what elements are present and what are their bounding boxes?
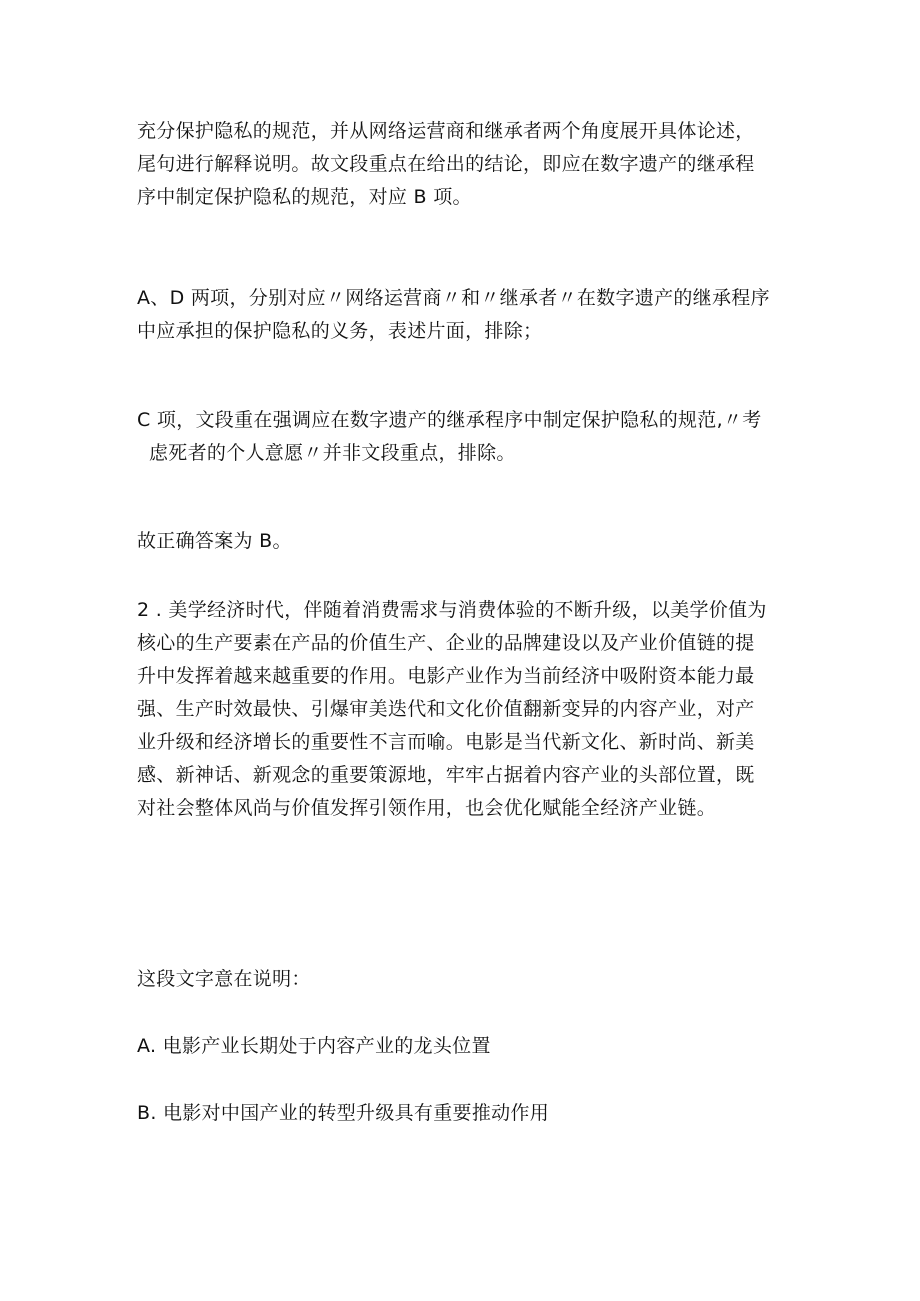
text-line: 虑死者的个人意愿〃并非文段重点，排除。 [149, 442, 516, 464]
text-line: 尾句进行解释说明。故文段重点在给出的结论，即应在数字遗产的继承程 [137, 153, 755, 175]
question-2-stem [137, 594, 787, 825]
text-line: 中应承担的保护隐私的义务，表述片面，排除； [137, 320, 543, 342]
text-line: 充分保护隐私的规范，并从网络运营商和继承者两个角度展开具体论述， [137, 120, 755, 142]
text-line: 核心的生产要素在产品的价值生产、企业的品牌建设以及产业价值链的提 [137, 632, 755, 654]
text-line: 故正确答案为 B。 [137, 530, 292, 552]
option-b [137, 1097, 787, 1130]
text-line: 这段文字意在说明： [137, 968, 311, 990]
text-line: 序中制定保护隐私的规范，对应 B 项。 [137, 186, 472, 208]
analysis-paragraph-2 [137, 282, 787, 348]
text-line: 2 . 美学经济时代，伴随着消费需求与消费体验的不断升级，以美学价值为 [137, 599, 767, 621]
text-line: B. 电影对中国产业的转型升级具有重要推动作用 [137, 1102, 550, 1124]
text-line: A. 电影产业长期处于内容产业的龙头位置 [137, 1035, 491, 1057]
option-a [137, 1030, 787, 1063]
question-prompt [137, 963, 787, 996]
answer-line [137, 525, 787, 558]
text-line: 对社会整体风尚与价值发挥引领作用，也会优化赋能全经济产业链。 [137, 797, 717, 819]
analysis-paragraph-1 [137, 115, 787, 214]
text-line: C 项，文段重在强调应在数字遗产的继承程序中制定保护隐私的规范,〃考 [137, 409, 762, 431]
text-line: 升中发挥着越来越重要的作用。电影产业作为当前经济中吸附资本能力最 [137, 665, 755, 687]
text-line: 感、新神话、新观念的重要策源地，牢牢占据着内容产业的头部位置，既 [137, 764, 755, 786]
text-line: 强、生产时效最快、引爆审美迭代和文化价值翻新变异的内容产业，对产 [137, 698, 755, 720]
analysis-paragraph-3 [137, 404, 787, 470]
text-line: 业升级和经济增长的重要性不言而喻。电影是当代新文化、新时尚、新美 [137, 731, 755, 753]
text-line: A、D 两项，分别对应〃网络运营商〃和〃继承者〃在数字遗产的继承程序 [137, 287, 770, 309]
